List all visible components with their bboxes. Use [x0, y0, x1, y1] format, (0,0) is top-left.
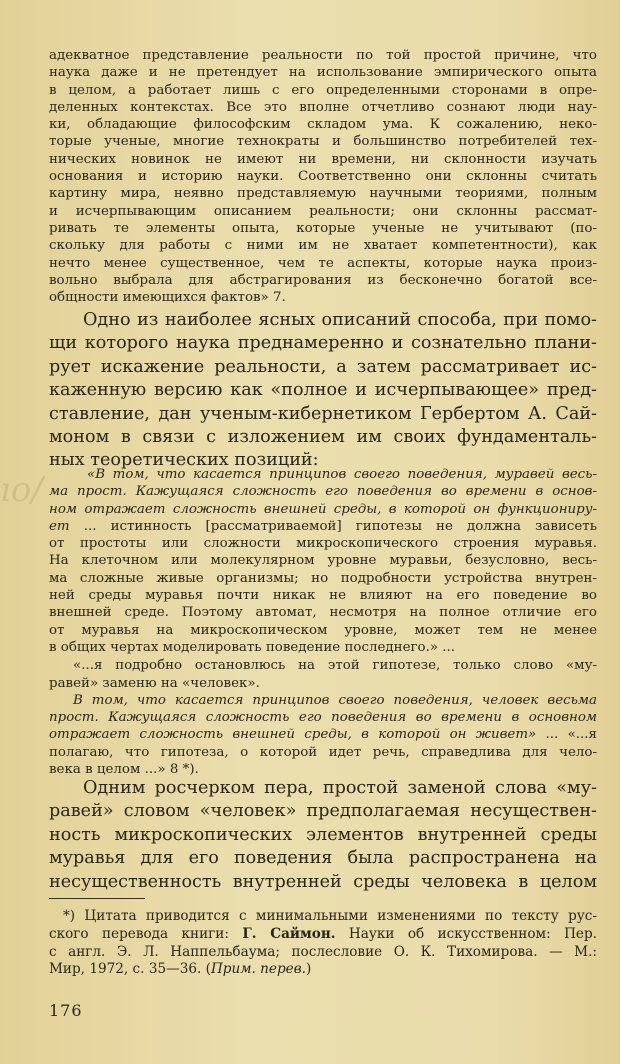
text-line: ность микроскопических элементов внутренней среды [49, 824, 597, 845]
footnote-fragment: ) [305, 961, 312, 978]
quote-line: ном отражает сложность внешней среды, в которой он функциониру- [49, 501, 597, 517]
quote-line-mixed [49, 726, 597, 743]
quote-italic-fragment: отражает сложность внешней среды, в которой он живет» [49, 727, 537, 743]
text-line: адекватное представление реальности по той простой причине, что [49, 48, 597, 63]
quote-line: от простоты или сложности микроскопического строения муравья. [49, 536, 597, 552]
footnote-line-mixed [49, 961, 597, 979]
footnote-line: *) Цитата приводится с минимальными изменениями по тексту рус- [63, 908, 597, 924]
text-line: ривать те элементы опыта, которые ученые не учитывают (по- [49, 220, 597, 236]
quote-line: «...я подробно остановлюсь на этой гипотезе, только слово «му- [73, 658, 597, 674]
text-line: муравья для его поведения была распространена на [49, 848, 597, 869]
footnote-fragment: Мир, 1972, с. 35—36. ( [49, 961, 211, 978]
quote-line: ма прост. Кажущаяся сложность его поведения во времени в основ- [49, 484, 597, 500]
text-line: в целом, а работает лишь с его определенными сторонами в опре- [49, 82, 597, 98]
footnote-note: Прим. перев. [210, 961, 306, 978]
text-line: Одно из наиболее ясных описаний способа, при помо- [83, 310, 597, 330]
quote-line: века в целом ...» 8 *). [49, 762, 199, 778]
footnote-fragment: ского перевода книги: [49, 925, 243, 942]
page-number: 176 [49, 1001, 83, 1020]
footnote-author: Г. Саймон. [242, 925, 336, 942]
footnote-line: с англ. Э. Л. Наппельбаума; послесловие О. К. Тихомирова. — М.: [49, 943, 597, 960]
quote-line: В том, что касается принципов своего поведения, человек весьма [73, 692, 597, 708]
text-line: ставление, дан ученым-кибернетиком Гербертом А. Сай- [49, 403, 597, 424]
text-line: щи которого наука преднамеренно и сознательно плани- [49, 333, 597, 354]
quote-line-mixed [49, 518, 597, 535]
text-line: вольно выбрала для абстрагирования из бесконечно богатой все- [49, 272, 597, 288]
paragraph-2 [49, 309, 597, 473]
text-line: ных теоретических позиций: [49, 450, 319, 471]
text-line: наука даже и не претендует на использование эмпирического опыта [49, 65, 597, 81]
text-line: рует искажение реальности, а затем рассматривает ис- [49, 356, 597, 377]
quote-plain-fragment: ... «...я [536, 727, 597, 743]
quote-line: На клеточном или молекулярном уровне муравьи, безусловно, весь- [49, 553, 597, 569]
text-line: Одним росчерком пера, простой заменой слова «му- [83, 778, 597, 798]
text-line: каженную версию как «полное и исчерпывающее» пред- [49, 380, 597, 401]
footnote-divider [49, 898, 145, 899]
paragraph-3 [49, 777, 597, 894]
quote-plain-fragment: ... истинность [рассматриваемой] гипотезы не должна зависеть [69, 518, 597, 534]
quote-line: полагаю, что гипотеза, о которой идет речь, справедлива для чело- [49, 744, 597, 760]
quote-line: «В том, что касается принципов своего поведения, муравей весь- [87, 467, 597, 482]
text-line: моном в связи с изложением им своих фундаменталь- [49, 427, 597, 448]
simon-quotation [49, 466, 597, 778]
text-line: нечто менее существенное, чем те аспекты, которые наука произ- [49, 255, 597, 271]
quote-line: ма сложные живые организмы; но подробности устройства внутрен- [49, 570, 597, 586]
quote-line: внешней среде. Поэтому автомат, несмотря на полное отличие его [49, 605, 597, 621]
paragraph-1 [49, 47, 597, 306]
footnote-fragment: Науки об искусственном: Пер. [335, 925, 597, 942]
quote-line: прост. Кажущаяся сложность его поведения во времени в основном [49, 710, 597, 726]
quote-line: в общих чертах моделировать поведение последнего.» ... [49, 639, 456, 655]
text-line: равей» словом «человек» предполагаемая несуществен- [49, 801, 597, 822]
text-line: нических новинок не имеют ни времени, ни склонности изучать [49, 151, 597, 167]
text-line: картину мира, неявно представляемую научными теориями, полным [49, 186, 597, 202]
text-line: и исчерпывающим описанием реальности; они склонны рассмат- [49, 203, 597, 219]
text-line: общности имеющихся фактов» 7. [49, 290, 286, 306]
footnote [49, 908, 597, 979]
quote-italic-fragment: ет [49, 518, 70, 534]
faint-stamp-mark: ıo/ [0, 470, 43, 510]
text-line: основания и историю науки. Соответственно они склонны считать [49, 169, 597, 185]
text-line: торые ученые, многие технократы и большинство потребителей тех- [49, 134, 597, 150]
quote-line: ней среды муравья почти никак не влияют на его поведение во [49, 588, 597, 604]
text-line: ки, обладающие философским складом ума. К сожалению, неко- [49, 117, 597, 133]
quote-line: равей» заменю на «человек». [49, 675, 260, 691]
text-line: скольку для работы с ними им не хватает компетентности), как [49, 238, 597, 254]
quote-line: от муравья на микроскопическом уровне, может тем не менее [49, 622, 597, 638]
text-line: несущественность внутренней среды человека в целом [49, 871, 597, 892]
footnote-line-mixed [49, 926, 597, 944]
text-line: деленных контекстах. Все это вполне отчетливо сознают люди нау- [49, 99, 597, 115]
